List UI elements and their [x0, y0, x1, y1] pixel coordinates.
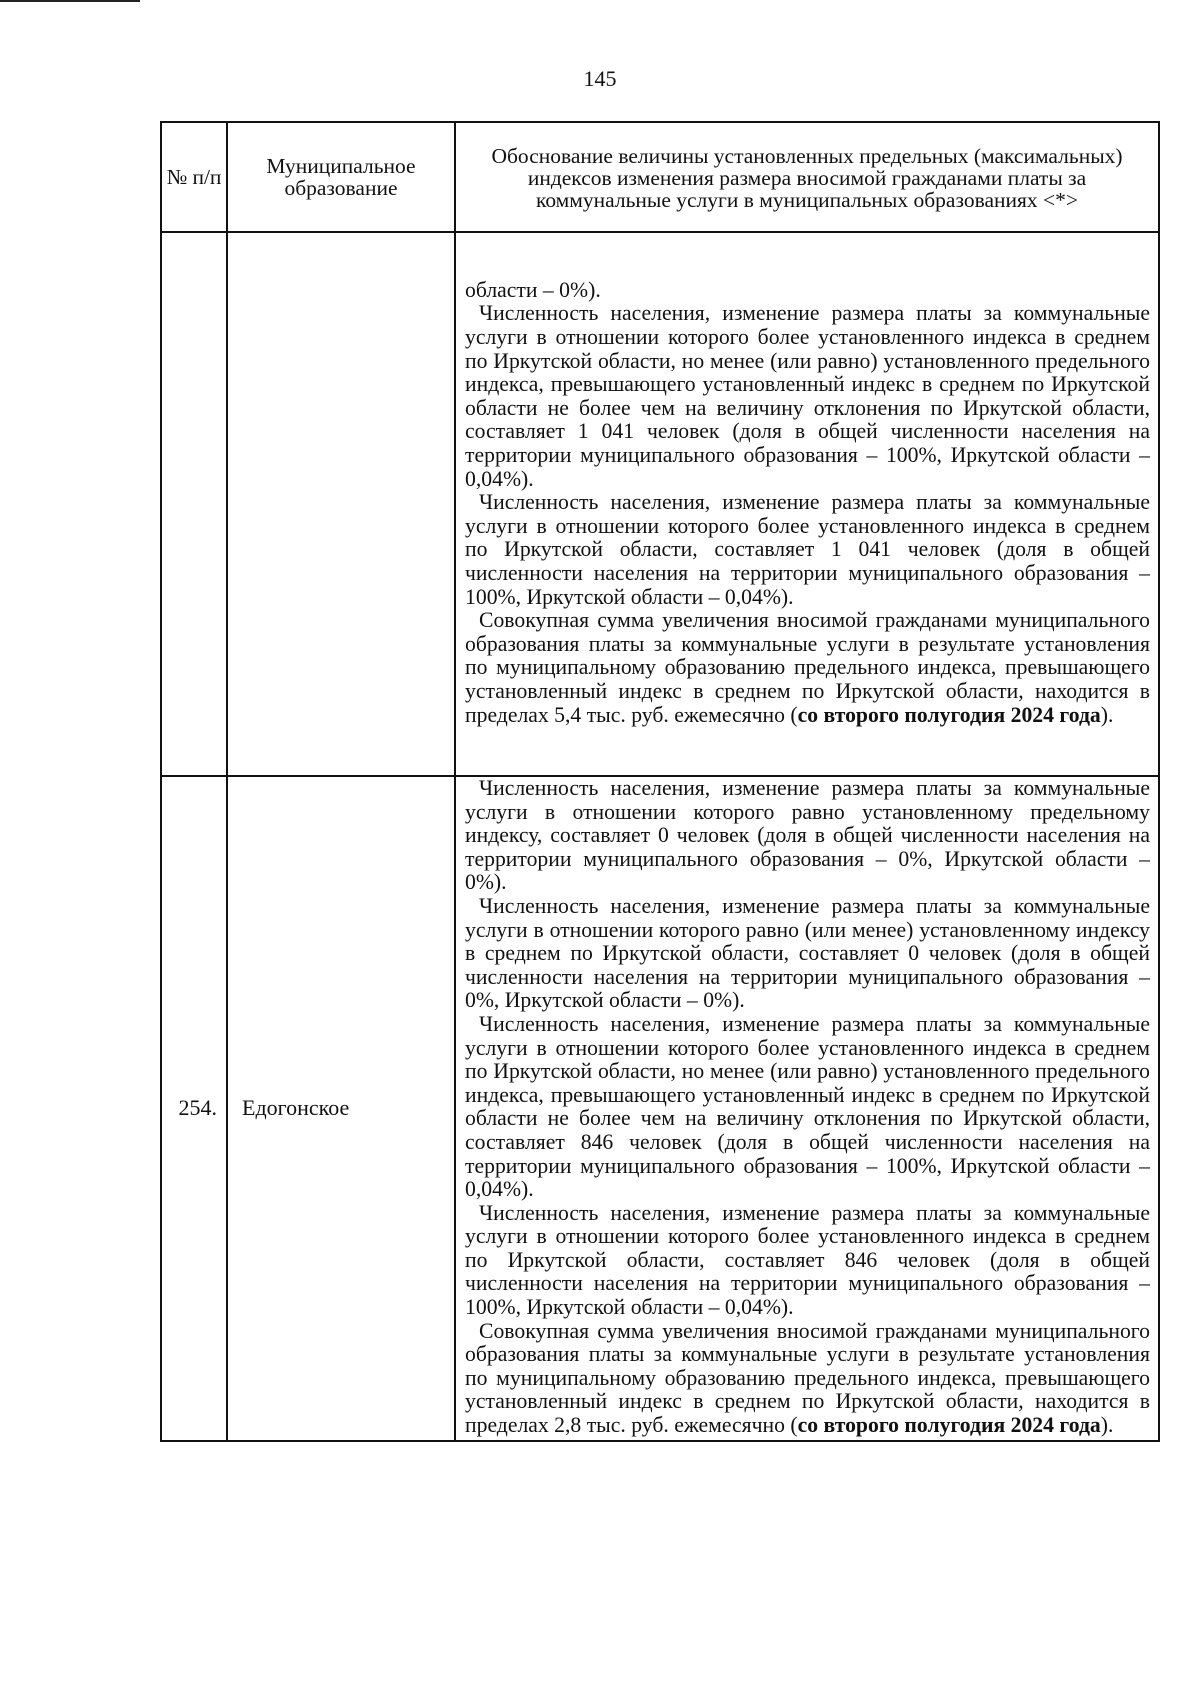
table-row-edogonskoe — [161, 776, 1159, 1441]
paragraph-text: Численность населения, изменение размера платы за коммунальные услуги в отношении которого более установленного индекса в среднем по Иркутской области, составляет 846 человек (доля в общей численности населения на территории муниципального образования – 100%, Иркутской области – 0,04%). — [465, 1200, 1150, 1320]
paragraph-tail: ). — [1100, 1413, 1114, 1438]
row-number: 254. — [161, 776, 227, 1441]
paragraph-text: Численность населения, изменение размера платы за коммунальные услуги в отношении которого более установленного индекса в среднем по Иркутской области, составляет 1 041 человек (доля в общей численности населения на территории муниципального образования – 100%, Иркутской области – 0,04%). — [465, 490, 1150, 609]
justification-paragraph — [465, 1320, 1150, 1438]
justification-paragraph — [465, 1013, 1150, 1202]
page-number: 145 — [583, 66, 617, 91]
row-justification — [455, 232, 1159, 776]
paragraph-bold-period: со второго полугодия 2024 года — [797, 1413, 1101, 1438]
paragraph-text: Совокупная сумма увеличения вносимой гражданами муниципального образования платы за коммунальные услуги в результате установления по муниципальному образованию предельного индекса, превышающего установленный индекс в среднем по Иркутской области, находится в пределах 5,4 тыс. руб. ежемесячно ( — [465, 608, 1150, 727]
table-header-row — [161, 122, 1159, 232]
table-row-continuation — [161, 232, 1159, 776]
header-municipality: Муниципальное образование — [227, 122, 455, 232]
paragraph-tail: ). — [1100, 702, 1114, 727]
justification-paragraph — [465, 609, 1150, 727]
justification-paragraph — [465, 279, 1150, 303]
justification-paragraph — [465, 1202, 1150, 1320]
paragraph-text: Численность населения, изменение размера платы за коммунальные услуги в отношении которого более установленного индекса в среднем по Иркутской области, но менее (или равно) установленного предельного индекса, превышающего установленный индекс в среднем по Иркутской области не более чем на величину отклонения по Иркутской области, составляет 846 человек (доля в общей численности населения на территории муниципального образования – 100%, Иркутской области – 0,04%). — [465, 1011, 1150, 1202]
indices-table — [160, 121, 1160, 1442]
paragraph-text: Численность населения, изменение размера платы за коммунальные услуги в отношении которого равно (или менее) установленному индексу в среднем по Иркутской области, составляет 0 человек (доля в общей численности населения на территории муниципального образования – 0%, Иркутской области – 0%). — [465, 893, 1150, 1013]
header-justification: Обоснование величины установленных предельных (максимальных) индексов изменения размера вносимой гражданами платы за коммунальные услуги в муниципальных образованиях <*> — [455, 122, 1159, 232]
row-municipality — [227, 232, 455, 776]
paragraph-text: Совокупная сумма увеличения вносимой гражданами муниципального образования платы за коммунальные услуги в результате установления по муниципальному образованию предельного индекса, превышающего установленный индекс в среднем по Иркутской области, находится в пределах 2,8 тыс. руб. ежемесячно ( — [465, 1318, 1150, 1438]
justification-paragraph — [465, 895, 1150, 1013]
row-justification — [455, 776, 1159, 1441]
paragraph-text: области – 0%). — [465, 277, 601, 302]
justification-paragraph — [465, 491, 1150, 609]
paragraph-text: Численность населения, изменение размера платы за коммунальные услуги в отношении которого равно установленному предельному индексу, составляет 0 человек (доля в общей численности населения на территории муниципального образования – 0%, Иркутской области – 0%). — [465, 776, 1150, 895]
paragraph-bold-period: со второго полугодия 2024 года — [797, 702, 1101, 727]
paragraph-text: Численность населения, изменение размера платы за коммунальные услуги в отношении которого более установленного индекса в среднем по Иркутской области, но менее (или равно) установленного предельного индекса, превышающего установленный индекс в среднем по Иркутской области не более чем на величину отклонения по Иркутской области, составляет 1 041 человек (доля в общей численности населения на территории муниципального образования – 100%, Иркутской области – 0,04%). — [465, 301, 1150, 491]
justification-paragraph — [465, 777, 1150, 895]
header-num: № п/п — [161, 122, 227, 232]
scan-edge-line — [0, 0, 140, 2]
row-number — [161, 232, 227, 776]
justification-paragraph — [465, 302, 1150, 491]
row-municipality: Едогонское — [227, 776, 455, 1441]
